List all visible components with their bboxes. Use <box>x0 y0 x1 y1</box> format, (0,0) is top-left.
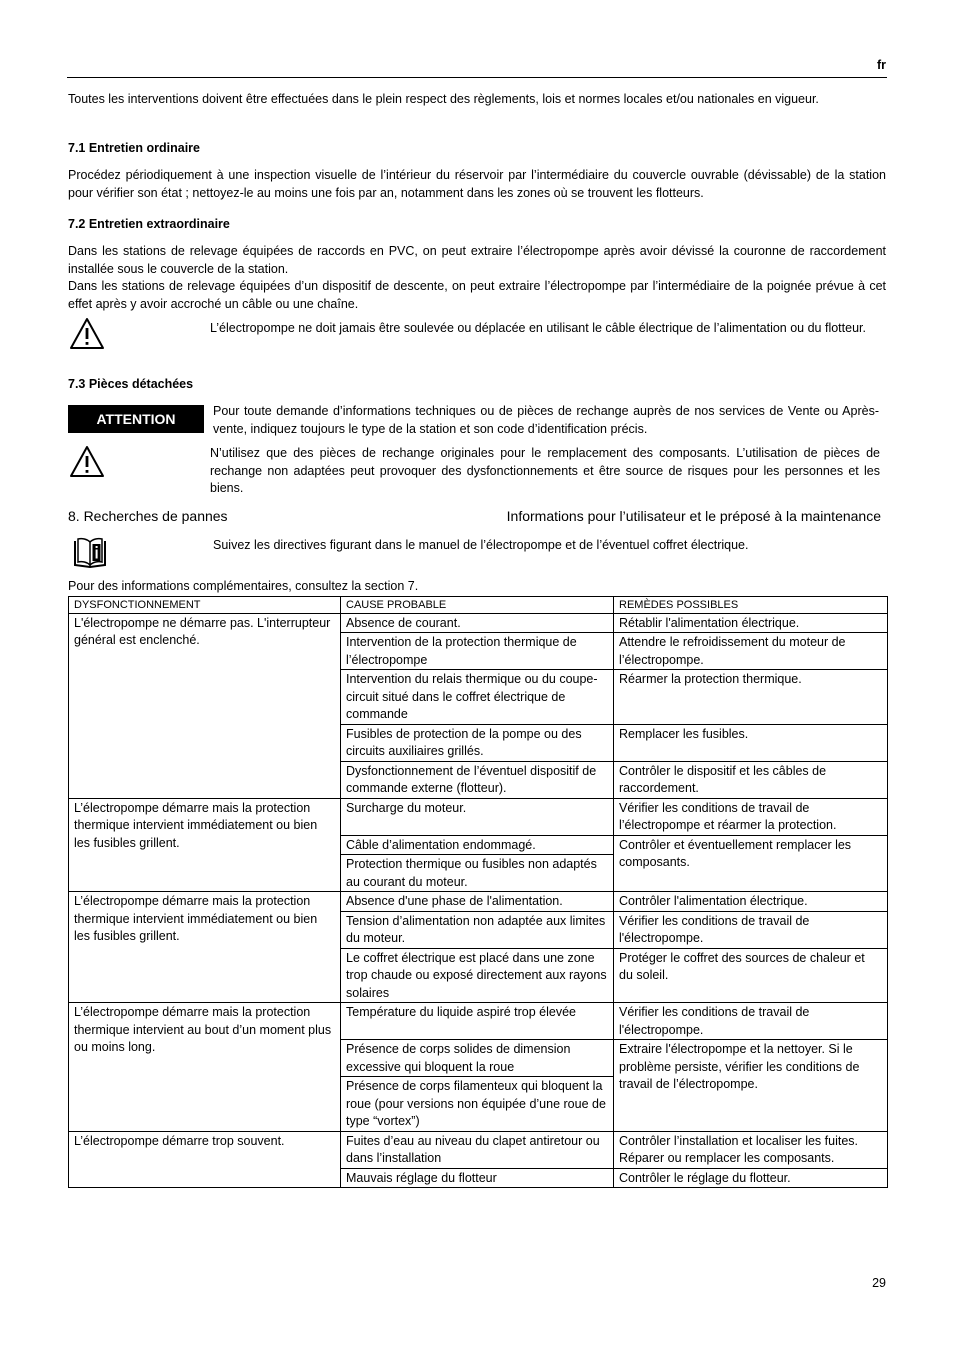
column-header: DYSFONCTIONNEMENT <box>69 597 341 614</box>
section-7-3-title: 7.3 Pièces détachées <box>68 377 194 391</box>
problem-cell: L’électropompe démarre mais la protection thermique intervient immédiatement ou bien les fusibles grillent. <box>69 892 341 1003</box>
problem-cell: L’électropompe démarre mais la protection thermique intervient immédiatement ou bien les fusibles grillent. <box>69 798 341 892</box>
remedy-cell: Attendre le refroidissement du moteur de l’électropompe. <box>614 633 888 670</box>
column-header: REMÈDES POSSIBLES <box>614 597 888 614</box>
table-row <box>69 892 888 912</box>
cause-cell: Protection thermique ou fusibles non adaptés au courant du moteur. <box>341 855 614 892</box>
section-7-2-text-2: Dans les stations de relevage équipées d’un dispositif de descente, on peut extraire l’électropompe par l’intermédiaire de la poignée prévue à cet effet après y avoir accroché un câble ou une chaîne. <box>68 279 886 311</box>
page-number: 29 <box>872 1276 886 1290</box>
remedy-cell: Contrôler l'alimentation électrique. <box>614 892 888 912</box>
remedy-cell: Vérifier les conditions de travail de l’électropompe et réarmer la protection. <box>614 798 888 835</box>
table-row <box>69 1131 888 1168</box>
cause-cell: Température du liquide aspiré trop élevée <box>341 1003 614 1040</box>
manual-note: Suivez les directives figurant dans le manuel de l’électropompe et de l’éventuel coffret électrique. <box>213 538 749 552</box>
cause-cell: Fusibles de protection de la pompe ou des circuits auxiliaires grillés. <box>341 724 614 761</box>
section-7-2-title: 7.2 Entretien extraordinaire <box>68 217 230 231</box>
more-info-text: Pour des informations complémentaires, consultez la section 7. <box>68 579 419 593</box>
section-7-1-title: 7.1 Entretien ordinaire <box>68 141 200 155</box>
remedy-cell: Réarmer la protection thermique. <box>614 670 888 725</box>
section-8-title: 8. Recherches de pannes <box>68 508 228 524</box>
header-rule <box>67 77 887 78</box>
troubleshooting-table <box>68 596 888 1188</box>
cause-cell: Absence de courant. <box>341 613 614 633</box>
cause-cell: Tension d’alimentation non adaptée aux limites du moteur. <box>341 911 614 948</box>
remedy-cell: Vérifier les conditions de travail de l'électropompe. <box>614 1003 888 1040</box>
section-7-1-text: Procédez périodiquement à une inspection visuelle de l’intérieur du réservoir par l’intermédiaire du couvercle ouvrable (dévissable) de la station pour vérifier son état ; nettoyez-le au moins une fois par an, notamment dans les zones où se trouvent les flotteurs. <box>68 168 886 200</box>
warning-icon <box>69 317 105 350</box>
cause-cell: Dysfonctionnement de l’éventuel dispositif de commande externe (flotteur). <box>341 761 614 798</box>
cause-cell: Fuites d’eau au niveau du clapet antiretour ou dans l’installation <box>341 1131 614 1168</box>
cause-cell: Surcharge du moteur. <box>341 798 614 835</box>
remedy-cell: Contrôler et éventuellement remplacer les composants. <box>614 835 888 892</box>
intro-paragraph: Toutes les interventions doivent être effectuées dans le plein respect des règlements, lois et normes locales et/ou nationales en vigueur. <box>68 92 819 106</box>
warning-icon <box>69 445 105 478</box>
table-header-row <box>69 597 888 614</box>
section-8-subtitle: Informations pour l’utilisateur et le préposé à la maintenance <box>506 508 881 524</box>
cause-cell: Intervention de la protection thermique de l’électropompe <box>341 633 614 670</box>
cause-cell: Présence de corps solides de dimension excessive qui bloquent la roue <box>341 1040 614 1077</box>
attention-badge: ATTENTION <box>68 405 204 433</box>
table-row <box>69 613 888 633</box>
remedy-cell: Remplacer les fusibles. <box>614 724 888 761</box>
cause-cell: Intervention du relais thermique ou du coupe-circuit situé dans le coffret électrique de commande <box>341 670 614 725</box>
section-7-2-text-1: Dans les stations de relevage équipées de raccords en PVC, on peut extraire l’électropompe après avoir dévissé la couronne de raccordement installée sous le couvercle de la station. <box>68 244 886 276</box>
warning-text-lifting: L’électropompe ne doit jamais être soulevée ou déplacée en utilisant le câble électrique de l’alimentation ou du flotteur. <box>210 321 866 335</box>
remedy-cell: Contrôler le dispositif et les câbles de raccordement. <box>614 761 888 798</box>
language-tag: fr <box>876 58 886 72</box>
remedy-cell: Rétablir l'alimentation électrique. <box>614 613 888 633</box>
manual-book-icon <box>72 535 108 569</box>
attention-text: Pour toute demande d’informations techniques ou de pièces de rechange auprès de nos services de Vente ou Après-vente, indiquez toujours le type de la station et son code d’identification précis. <box>213 404 879 436</box>
remedy-cell: Vérifier les conditions de travail de l'électropompe. <box>614 911 888 948</box>
cause-cell: Présence de corps filamenteux qui bloquent la roue (pour versions non équipée d’une roue de type “vortex”) <box>341 1077 614 1132</box>
remedy-cell: Contrôler le réglage du flotteur. <box>614 1168 888 1188</box>
problem-cell: L’électropompe démarre trop souvent. <box>69 1131 341 1188</box>
warning-text-spare-parts: N’utilisez que des pièces de rechange originales pour le remplacement des composants. L’utilisation de pièces de rechange non adaptées peut provoquer des dysfonctionnements et être source de risques pour les personnes et les biens. <box>210 446 880 495</box>
remedy-cell: Protéger le coffret des sources de chaleur et du soleil. <box>614 948 888 1003</box>
cause-cell: Mauvais réglage du flotteur <box>341 1168 614 1188</box>
cause-cell: Le coffret électrique est placé dans une zone trop chaude ou exposé directement aux rayons solaires <box>341 948 614 1003</box>
cause-cell: Câble d’alimentation endommagé. <box>341 835 614 855</box>
problem-cell: L'électropompe ne démarre pas. L'interrupteur général est enclenché. <box>69 613 341 798</box>
column-header: CAUSE PROBABLE <box>341 597 614 614</box>
table-row <box>69 798 888 835</box>
table-row <box>69 1003 888 1040</box>
cause-cell: Absence d'une phase de l'alimentation. <box>341 892 614 912</box>
problem-cell: L’électropompe démarre mais la protection thermique intervient au bout d’un moment plus ou moins long. <box>69 1003 341 1132</box>
remedy-cell: Contrôler l’installation et localiser les fuites. Réparer ou remplacer les composants. <box>614 1131 888 1168</box>
remedy-cell: Extraire l'électropompe et la nettoyer. Si le problème persiste, vérifier les conditions de travail de l’électropompe. <box>614 1040 888 1132</box>
